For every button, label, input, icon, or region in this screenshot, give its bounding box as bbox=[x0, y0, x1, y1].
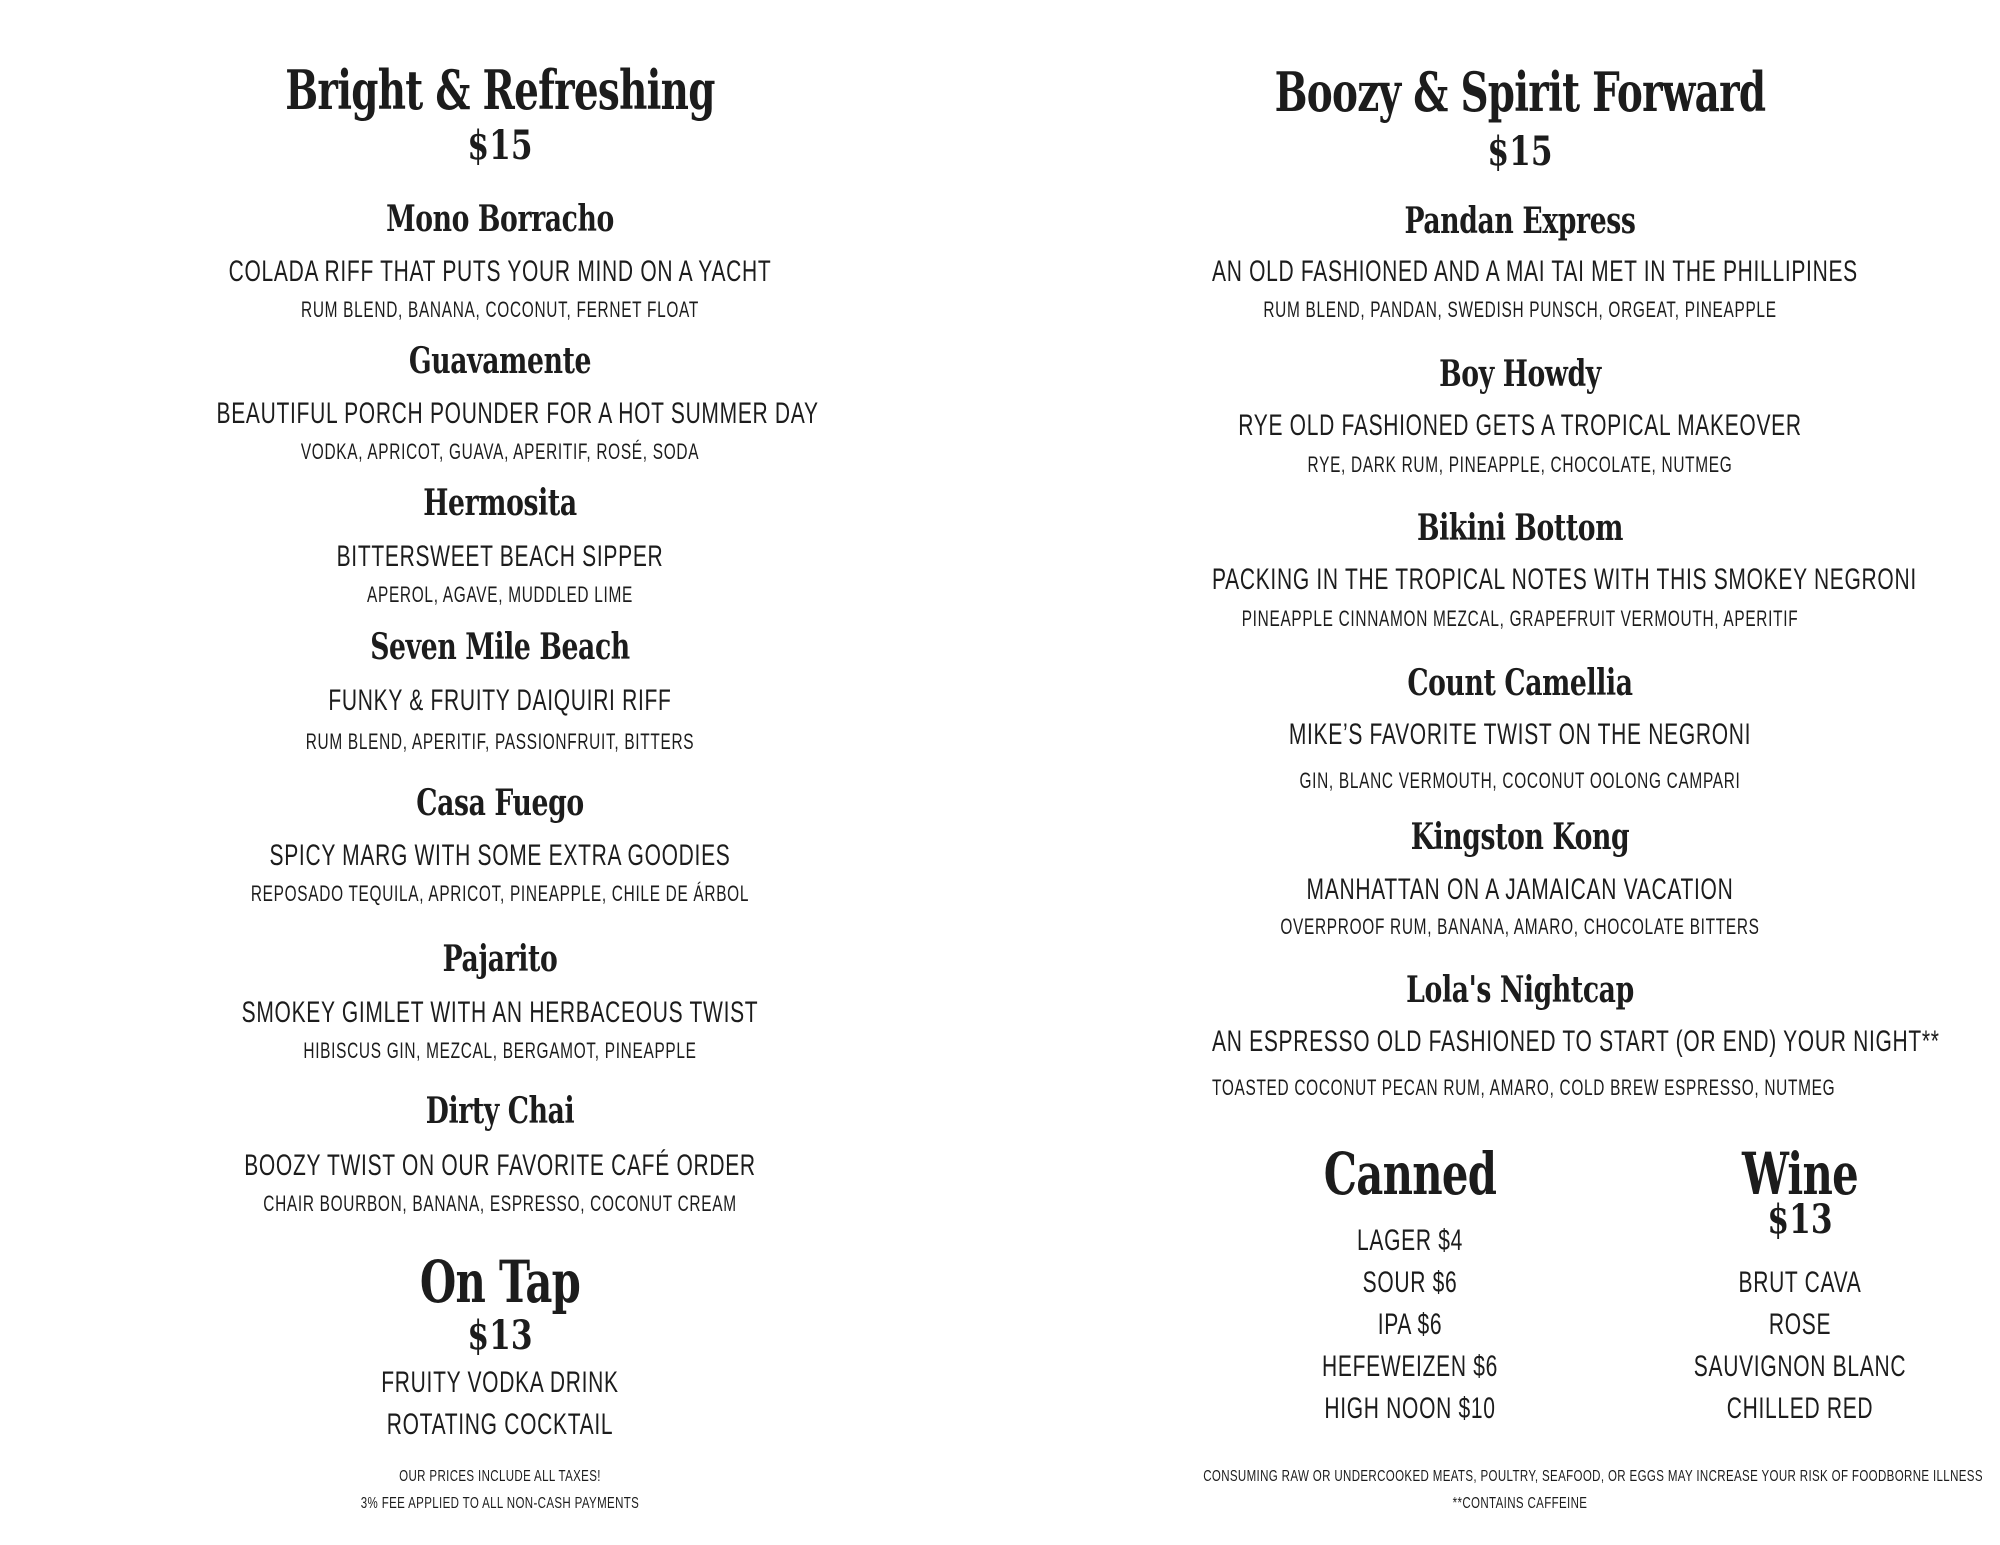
drink-ingredients: OVERPROOF RUM, BANANA, AMARO, CHOCOLATE BITTERS bbox=[1280, 914, 1760, 939]
drink-ingredients: REPOSADO TEQUILA, APRICOT, PINEAPPLE, CHILE DE ÁRBOL bbox=[250, 881, 750, 906]
drink-name: Mono Borracho bbox=[386, 198, 614, 240]
footer-note: CONSUMING RAW OR UNDERCOOKED MEATS, POULTRY, SEAFOOD, OR EGGS MAY INCREASE YOUR RISK OF FOODBORNE ILLNESS bbox=[1203, 1468, 1983, 1485]
drink-ingredients: PINEAPPLE CINNAMON MEZCAL, GRAPEFRUIT VERMOUTH, APERITIF bbox=[1241, 606, 1799, 631]
footer-note: **CONTAINS CAFFEINE bbox=[1452, 1495, 1588, 1512]
drink-ingredients: GIN, BLANC VERMOUTH, COCONUT OOLONG CAMPARI bbox=[1299, 768, 1741, 793]
wine-item: SAUVIGNON BLANC bbox=[1693, 1350, 1907, 1383]
drink-name: Bikini Bottom bbox=[1416, 507, 1624, 549]
drink-name: Count Camellia bbox=[1407, 662, 1633, 704]
drink-ingredients: RYE, DARK RUM, PINEAPPLE, CHOCOLATE, NUTMEG bbox=[1307, 452, 1733, 477]
section-title-bright-refreshing: Bright & Refreshing bbox=[285, 58, 715, 122]
drink-name: Lola's Nightcap bbox=[1406, 969, 1634, 1011]
drink-ingredients: TOASTED COCONUT PECAN RUM, AMARO, COLD BREW ESPRESSO, NUTMEG bbox=[1212, 1075, 1836, 1100]
on-tap-price: $13 bbox=[467, 1312, 533, 1359]
drink-name: Dirty Chai bbox=[425, 1090, 575, 1132]
drink-ingredients: CHAIR BOURBON, BANANA, ESPRESSO, COCONUT CREAM bbox=[263, 1191, 737, 1216]
drink-description: BEAUTIFUL PORCH POUNDER FOR A HOT SUMMER DAY bbox=[216, 397, 819, 430]
drink-description: SMOKEY GIMLET WITH AN HERBACEOUS TWIST bbox=[241, 996, 759, 1029]
drink-name: Pandan Express bbox=[1404, 200, 1636, 242]
drink-name: Boy Howdy bbox=[1439, 353, 1601, 395]
canned-item: HEFEWEIZEN $6 bbox=[1322, 1350, 1498, 1383]
drink-name: Kingston Kong bbox=[1410, 816, 1630, 858]
section-title-wine: Wine bbox=[1741, 1140, 1859, 1208]
footer-note: 3% FEE APPLIED TO ALL NON-CASH PAYMENTS bbox=[360, 1495, 640, 1512]
section-title-on-tap: On Tap bbox=[419, 1248, 581, 1316]
drink-description: BOOZY TWIST ON OUR FAVORITE CAFÉ ORDER bbox=[244, 1149, 756, 1182]
drink-ingredients: RUM BLEND, PANDAN, SWEDISH PUNSCH, ORGEAT, PINEAPPLE bbox=[1263, 297, 1777, 322]
drink-description: PACKING IN THE TROPICAL NOTES WITH THIS SMOKEY NEGRONI bbox=[1212, 563, 1917, 596]
canned-item: HIGH NOON $10 bbox=[1324, 1392, 1496, 1425]
on-tap-item: ROTATING COCKTAIL bbox=[386, 1408, 614, 1441]
left-menu-column bbox=[95, 0, 905, 1545]
drink-ingredients: RUM BLEND, BANANA, COCONUT, FERNET FLOAT bbox=[301, 297, 699, 322]
section-title-canned: Canned bbox=[1323, 1140, 1497, 1208]
canned-item: IPA $6 bbox=[1377, 1308, 1443, 1341]
drink-description: BITTERSWEET BEACH SIPPER bbox=[336, 540, 664, 573]
wine-item: BRUT CAVA bbox=[1738, 1266, 1862, 1299]
drink-ingredients: VODKA, APRICOT, GUAVA, APERITIF, ROSÉ, SODA bbox=[300, 439, 700, 464]
drink-ingredients: RUM BLEND, APERITIF, PASSIONFRUIT, BITTERS bbox=[305, 729, 695, 754]
on-tap-item: FRUITY VODKA DRINK bbox=[381, 1366, 619, 1399]
drink-description: MIKE’S FAVORITE TWIST ON THE NEGRONI bbox=[1288, 718, 1752, 751]
canned-item: SOUR $6 bbox=[1362, 1266, 1458, 1299]
drink-description: AN OLD FASHIONED AND A MAI TAI MET IN THE PHILLIPINES bbox=[1212, 255, 1858, 288]
canned-item: LAGER $4 bbox=[1356, 1224, 1463, 1257]
drink-description: RYE OLD FASHIONED GETS A TROPICAL MAKEOVER bbox=[1238, 409, 1802, 442]
drink-description: FUNKY & FRUITY DAIQUIRI RIFF bbox=[328, 684, 672, 717]
section-price: $15 bbox=[1487, 128, 1553, 175]
drink-ingredients: HIBISCUS GIN, MEZCAL, BERGAMOT, PINEAPPLE bbox=[303, 1038, 697, 1063]
drink-name: Guavamente bbox=[408, 340, 592, 382]
drink-name: Hermosita bbox=[423, 482, 577, 524]
drink-ingredients: APEROL, AGAVE, MUDDLED LIME bbox=[367, 582, 633, 607]
drink-description: COLADA RIFF THAT PUTS YOUR MIND ON A YACHT bbox=[228, 255, 772, 288]
drink-name: Pajarito bbox=[442, 938, 558, 980]
wine-item: CHILLED RED bbox=[1726, 1392, 1874, 1425]
wine-price: $13 bbox=[1767, 1196, 1833, 1243]
section-price: $15 bbox=[467, 122, 533, 169]
right-menu-column bbox=[1080, 0, 1983, 1545]
drink-description: AN ESPRESSO OLD FASHIONED TO START (OR END) YOUR NIGHT** bbox=[1212, 1025, 1940, 1058]
footer-note: OUR PRICES INCLUDE ALL TAXES! bbox=[399, 1468, 601, 1485]
drink-description: SPICY MARG WITH SOME EXTRA GOODIES bbox=[269, 839, 731, 872]
drink-name: Seven Mile Beach bbox=[370, 626, 630, 668]
wine-item: ROSE bbox=[1768, 1308, 1832, 1341]
section-title-boozy-spirit-forward: Boozy & Spirit Forward bbox=[1274, 60, 1766, 124]
drink-name: Casa Fuego bbox=[416, 782, 584, 824]
drink-description: MANHATTAN ON A JAMAICAN VACATION bbox=[1306, 873, 1734, 906]
